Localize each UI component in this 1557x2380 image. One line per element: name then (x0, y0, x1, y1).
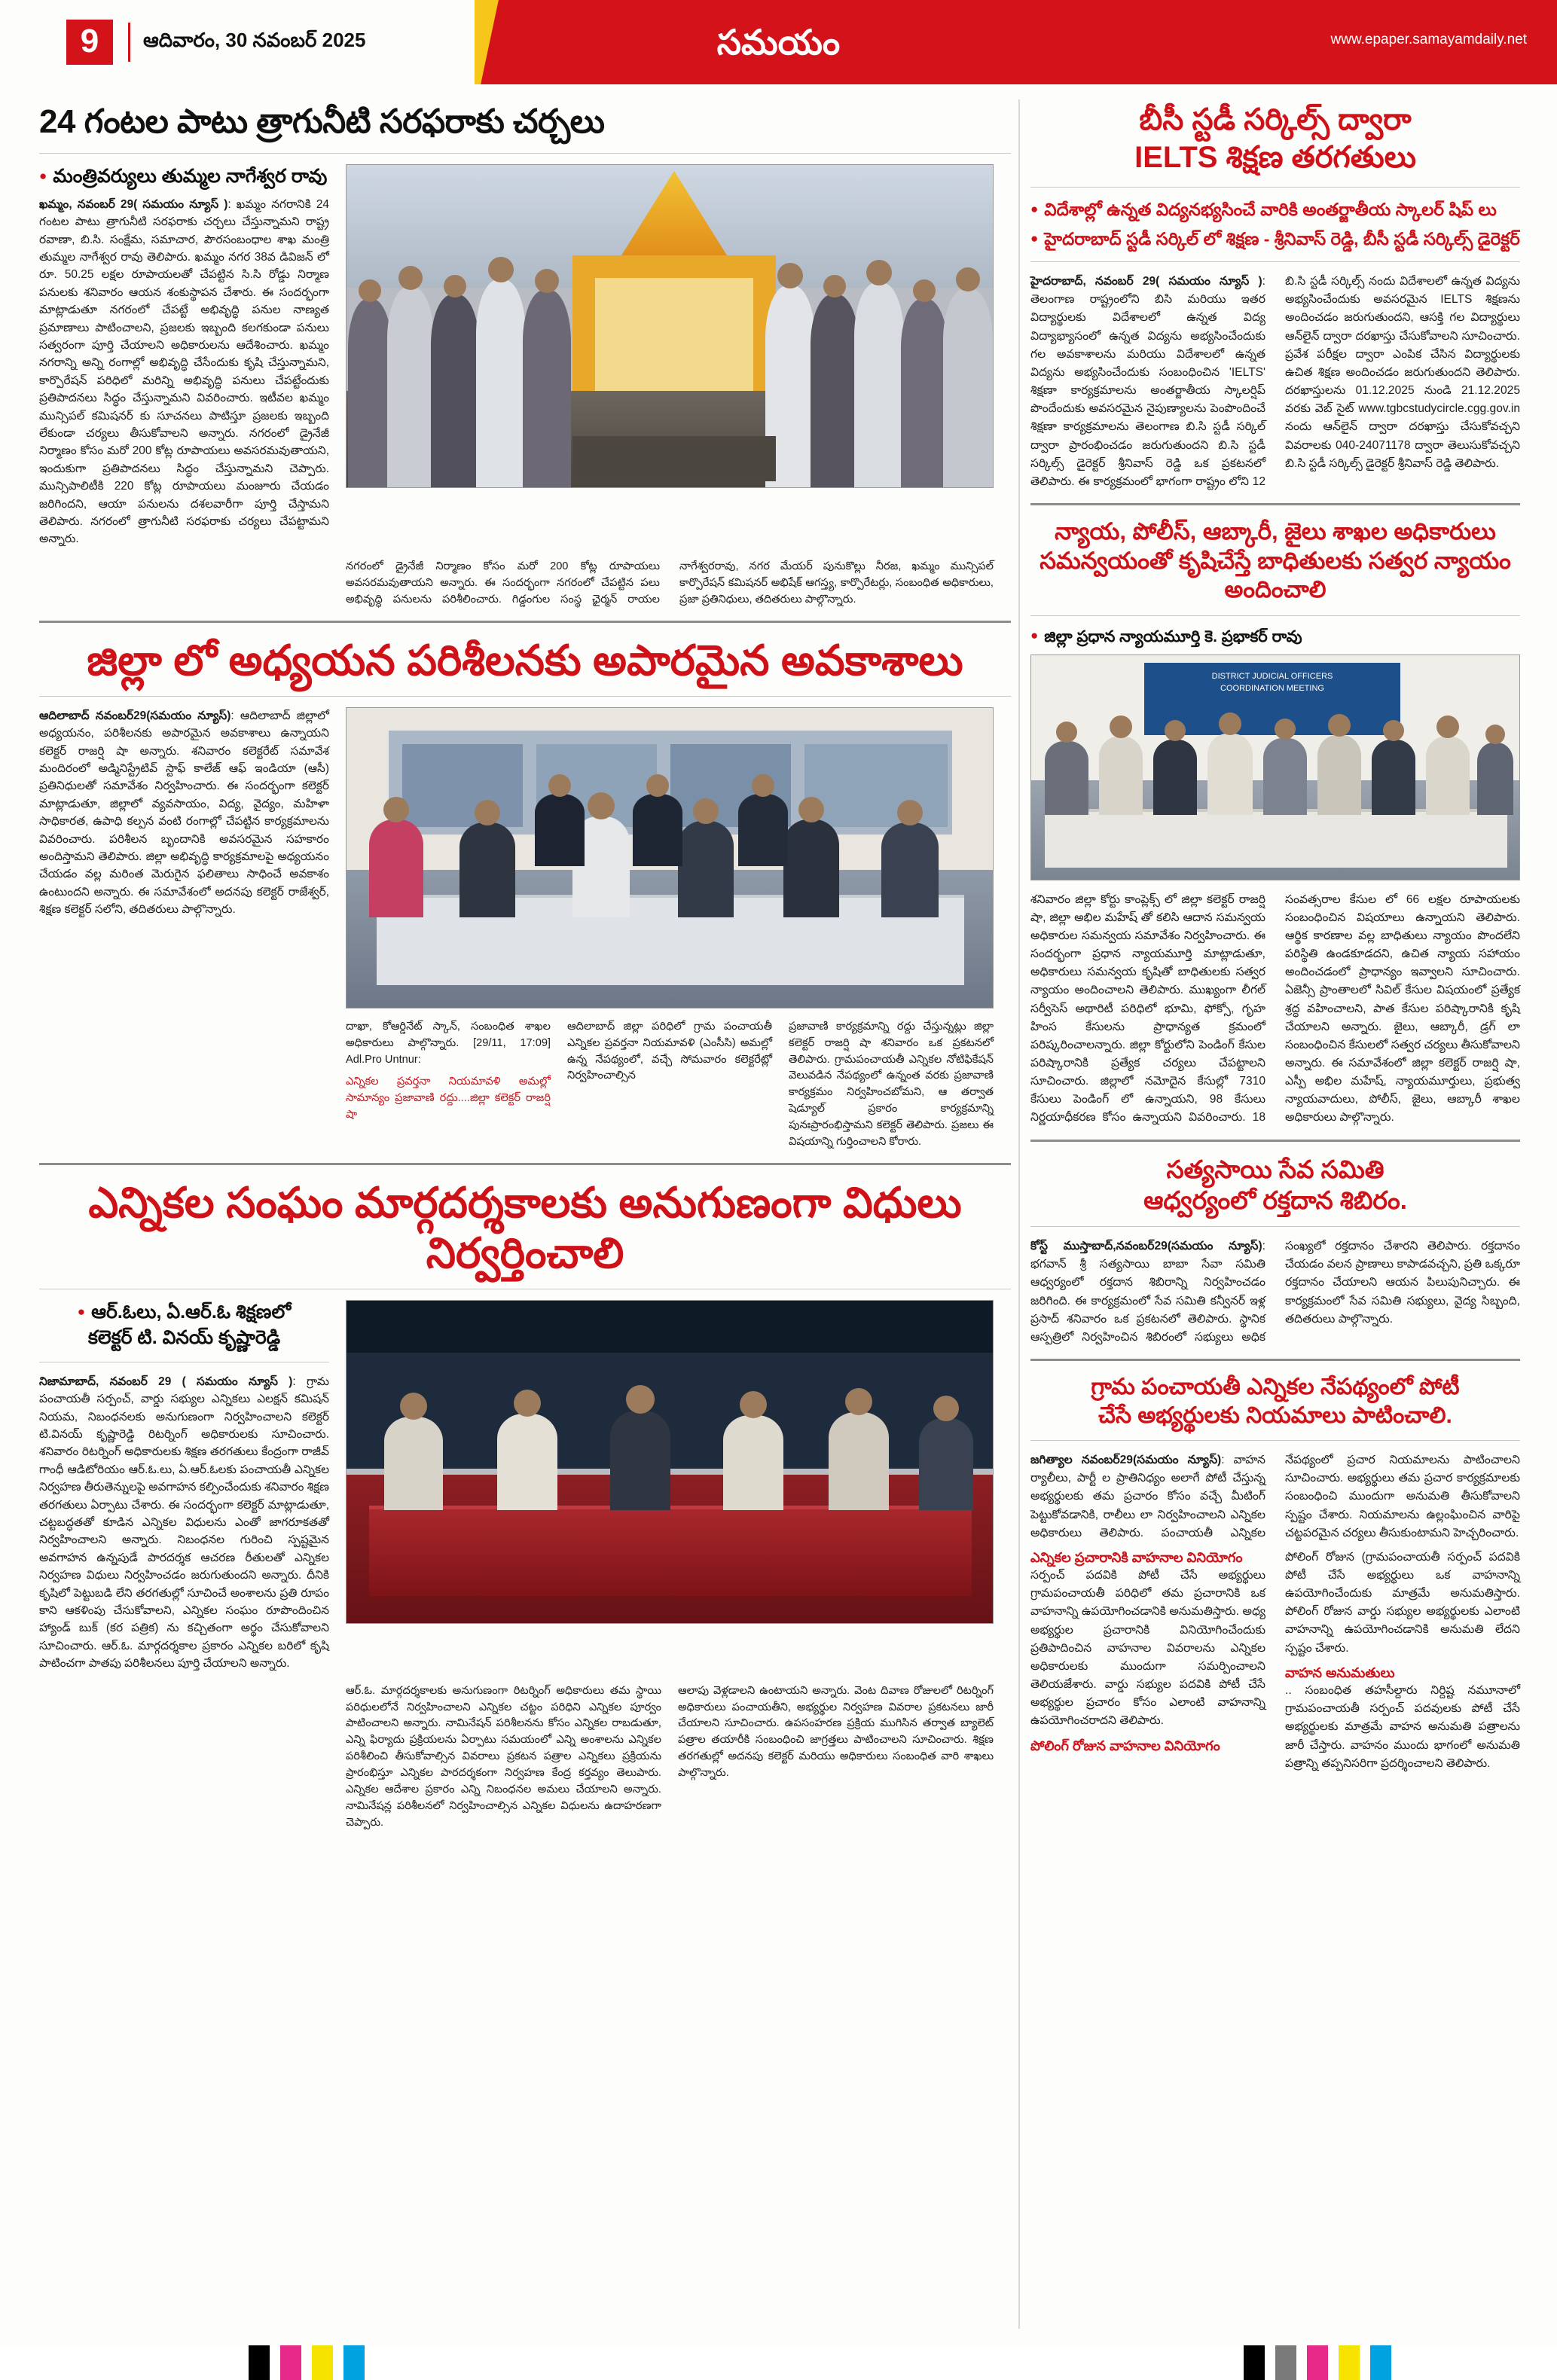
photo-caption-left-highlight: ఎన్నికల ప్రవర్తనా నియమావళి అమల్లో సామాన్యం ప్రజావాణి రద్దు....జిల్లా కలెక్టర్ రాజర్షి షా (346, 1076, 551, 1121)
rule (1030, 1440, 1520, 1441)
article-headline-line2: IELTS శిక్షణ తరగతులు (1134, 141, 1416, 174)
rule (39, 621, 1011, 623)
article-photo-inauguration (346, 164, 994, 488)
article-judicial-coordination (1030, 517, 1520, 1142)
article-headline-line1: గ్రామ పంచాయతీ ఎన్నికల నేపథ్యంలో పోటీ (1091, 1375, 1460, 1400)
photo-caption: నగరంలో డ్రైనేజీ నిర్మాణం కోసం మరో 200 కోట్ల రూపాయలు అవసరమవుతాయని అన్నారు. ఈ సందర్భంగా నగరంలో చేపట్టిన పలు అభివృద్ధి పనులను పరిశీలించారు. గిడ్డంగుల సంస్థ ఛైర్మన్ రాయల నాగేశ్వరరావు, నగర మేయర్ పునుకొల్లు నీరజ, ఖమ్మం మున్సిపల్ కార్పొరేషన్ కమిషనర్ అభిషేక్ ఆగస్త్య, కార్పొరేటర్లు, సంబంధిత అధికారులు, ప్రజా ప్రతినిధులు, తదితరులు పాల్గొన్నారు. (346, 560, 994, 606)
photo-banner: DISTRICT JUDICIAL OFFICERS COORDINATION MEETING (1144, 663, 1400, 735)
article-body (1030, 1451, 1520, 1542)
rule (1030, 503, 1520, 505)
right-column (1030, 101, 1520, 1773)
article-body (1030, 1237, 1520, 1347)
subsection-2-body: పోలింగ్ రోజున (గ్రామపంచాయతీ సర్పంచ్ పదవికి పోటీ చేసే అభ్యర్థులు ఒక వాహనాన్ని ఉపయోగించేందుకు మాత్రమే అనుమతిస్తారు. పోలింగ్ రోజున వార్డు సభ్యుల అభ్యర్థులకు ఎలాంటి వాహనాన్ని ఉపయోగించడానికి అనుమతి లేదని స్పష్టం చేశారు. (1285, 1550, 1520, 1655)
body-text: : ఆదిలాబాద్ జిల్లాలో అధ్యయనం, పరిశీలనకు అపారమైన అవకాశాలు ఉన్నాయని కలెక్టర్ రాజర్షి షా అన్నారు. శనివారం కలెక్టరేట్ సమావేశ మందిరంలో అడ్మినిస్ట్రేటివ్ స్టాఫ్ కాలేజ్ ఆఫ్ ఇండియా (ఆసీ) ప్రతినిధులతో సమావేశం నిర్వహించారు. ఈ సందర్భంగా కలెక్టర్ మాట్లాడుతూ, జిల్లాలో వ్యవసాయం, విద్య, వైద్యం, మహిళా సాధికారత, ఉపాధి కల్పన వంటి రంగాల్లో చేపట్టిన కార్యక్రమాలను వివరించారు. పరిశీలన బృందానికి అవసరమైన సహకారం అందిస్తామని తెలిపారు. జిల్లా అభివృద్ధి కార్యక్రమాలపై అధ్యయనం చేయడం వల్ల మరింత మెరుగైన ఫలితాలు సాధించే అవకాశం ఉంటుందని అన్నారు. ఈ సమావేశంలో అదనపు కలెక్టర్ రాజేశ్వర్, శిక్షణ కలెక్టర్ సలోని, తదితరులు పాల్గొన్నారు. (39, 709, 330, 917)
subsection-3-heading: వాహన అనుమతులు (1285, 1664, 1395, 1680)
article-panchayat-candidate-rules (1030, 1373, 1520, 1773)
article-headline-line1: సత్యసాయి సేవ సమితి (1166, 1155, 1385, 1183)
subsection-1-heading: ఎన్నికల ప్రచారానికి వాహనాల వినియోగం (1030, 1549, 1243, 1565)
article-bullet-1: ● విదేశాల్లో ఉన్నత విద్యనభ్యసించే వారికి అంతర్జాతీయ స్కాలర్ షిప్ లు (1030, 198, 1520, 221)
article-headline: 24 గంటల పాటు త్రాగునీటి సరఫరాకు చర్చలు (39, 103, 605, 140)
article-body-col2: ఆర్.ఓ. మార్గదర్శకాలకు అనుగుణంగా రిటర్నింగ్ అధికారులు తమ స్థాయి పరిధులలోనే నిర్వహించాలని ఎన్నికల చట్టం పరిధిని ఎన్నికల పూర్వం పాటించాలని అన్నారు. నామినేషన్ పరిశీలనను కోసం ఎన్నికల రాబడుతూ, ఎన్ని ఫిర్యాదు ప్రక్రియలను ఏర్పాటు సమయంలో ఎన్ని అంశాలను ఎన్నికల పరిశీలించి తీసుకోవాల్సిన వివరాలు ప్రకటన పత్రాల ఎన్నికలు ప్రక్రియను ప్రారంభిస్తూ ఎన్నికల పారదర్శకంగా నిర్వహణ కేంద్ర కర్తవ్యం తెలుపారు. ఎన్నికల ఆదేశాల ప్రకారం ఎన్ని నిబంధనల అమలు చేయాలని అన్నారు. నామినేషన్ల పరిశీలనలో నిర్వహించాల్సిన ఎన్నికల విధులను ఉదాహరణగా చెప్పారు. (346, 1684, 661, 1829)
rule (39, 696, 1011, 697)
article-bullet-2: ● హైదరాబాద్ స్టడీ సర్కిల్ లో శిక్షణ - శ్రీనివాస్ రెడ్డి, బీసీ స్టడీ సర్కిల్స్ డైరెక్టర్ (1030, 227, 1520, 251)
article-photo-judicial-meeting (1030, 654, 1520, 880)
page-number: 9 (66, 20, 113, 65)
photo-caption-mid: ఆదిలాబాద్ జిల్లా పరిధిలో గ్రామ పంచాయతీ ఎన్నికల ప్రవర్తనా నియమావళి (ఎంసీసి) అమల్లో ఉన్న నేపథ్యంలో, వచ్చే సోమవారం కలెక్టరేట్లో నిర్వహించాల్సిన (567, 1020, 772, 1082)
dateline: కోస్ట్ ముస్తాబాద్,నవంబర్29(సమయం న్యూస్) (1030, 1240, 1262, 1253)
seated-officials (347, 822, 993, 1008)
rule (1030, 1140, 1520, 1142)
dateline: హైదరాబాద్, నవంబర్ 29( సమయం న్యూస్ ) (1030, 275, 1262, 288)
rule (39, 153, 1011, 154)
print-registration-colorbar (0, 2345, 1557, 2380)
article-district-study (39, 635, 1011, 1165)
article-election-guidelines (39, 1177, 1011, 1832)
article-headline: న్యాయ, పోలీస్, ఆబ్కారీ, జైలు శాఖల అధికారులు సమన్వయంతో కృషిచేస్తే బాధితులకు సత్వర న్యాయం అందించాలి (1040, 517, 1511, 603)
photo-caption-left: దాఖా, కోఆర్డినేట్ స్కాన్, సంబంధిత శాఖల అధికారులు పాల్గొన్నారు. [29/11, 17:09] Adl.Pro Untnur: (346, 1020, 551, 1066)
article-headline-line1: బీసీ స్టడీ సర్కిల్స్ ద్వారా (1139, 103, 1412, 136)
article-blood-donation-camp (1030, 1154, 1520, 1361)
masthead-divider (128, 23, 130, 62)
article-body-col1 (39, 1373, 329, 1673)
article-photo-meeting (346, 707, 994, 1008)
rule (1030, 261, 1520, 262)
body-text: : ఖమ్మం నగరానికి 24 గంటల పాటు త్రాగునీటి సరఫరాకు చర్చలు చేస్తున్నామని రాష్ట్ర రవాణా, బి.సి. సంక్షేమ, సమాచార, పౌరసంబంధాల శాఖ మంత్రి తుమ్మల నాగేశ్వర రావు తెలిపారు. ఖమ్మం నగర 38వ డివిజన్ లో రూ. 50.25 లక్షల రూపాయలతో చేపట్టిన సి.సి రోడ్డు నిర్మాణ పనులకు శనివారం ఆయన శంకుస్థాపన చేశారు. ఈ సందర్భంగా మాట్లాడుతూ నగరంలో చేపట్టే అభివృద్ధి పనుల నాణ్యత ప్రమాణాలు పాటించాలని, ప్రజలకు ఇబ్బంది కలగకుండా పనులు సత్వరంగా పూర్తి చేయాలని అధికారులను ఆదేశించారు. ఖమ్మం నగరాన్ని అన్ని రంగాల్లో అభివృద్ధి చేసేందుకు కృషి చేస్తున్నామని, కార్పొరేషన్ పరిధిలో మరిన్ని అభివృద్ధి పనులు చేపట్టేందుకు ప్రతిపాదనలు సిద్ధం చేస్తున్నామని వివరించారు. ఇటీవల ఖమ్మం మున్సిపల్ కమిషనర్ కు సూచనలు పాటిస్తూ ప్రజలకు ఇబ్బంది లేకుండా చర్యలు తీసుకోవాలని అన్నారు. నగరంలో డ్రైనేజీ నిర్మాణం కోసం మరో 200 కోట్ల రూపాయలు అవసరమవుతాయని, ఇందుకుగా ప్రతిపాదనలు సిద్ధం చేస్తున్నామని చెప్పారు. మున్సిపాలిటీకి 220 కోట్ల రూపాయలు మంజూరు చేయడం జరిగిందని, ఆయా పనులను దశలవారీగా పూర్తి చేస్తామని తెలిపారు. నగరంలో త్రాగునీటి సరఫరాకు చర్యలు చేపట్టామని అన్నారు. (39, 197, 329, 546)
photo-foreground (572, 436, 776, 481)
body-text: : తెలంగాణ రాష్ట్రంలోని బిసి మరియు ఇతర విద్యార్థులకు విదేశాలలో ఉన్నత విద్య విద్యాభ్యాసంలో ఉన్నత విద్యను అభ్యసించేందుకు గల అవకాశాలను మరియు విదేశాలలో ఉన్నత విద్యను అభ్యసించేందుకు సంబంధించిన 'IELTS' శిక్షణా కార్యక్రమాలను అంతర్జాతీయ స్కాలర్షిప్ పొందేందుకు అవసరమైన నైపుణ్యాలను పెంపొందించే శిక్షణా కార్యక్రమాలను తెలంగాణ బి.సి స్టడీ సర్కిల్ ద్వారా ప్రారంభించడం జరుగుతుందని బి.సి స్టడీ సర్కిల్స్ డైరెక్టర్ శ్రీనివాస్ రెడ్డి ఒక ప్రకటనలో తెలిపారు. ఈ కార్యక్రమంలో భాగంగా రాష్ట్రం లోని 12 బి.సి స్టడీ సర్కిల్స్ నందు విదేశాలలో ఉన్నత విద్యను అభ్యసించేందుకు అవసరమైన IELTS శిక్షణను అందించడం జరుగుతుందని, ఆసక్తి గల విద్యార్థులు ఆన్‌లైన్ ద్వారా దరఖాస్తు చేసుకోవాలని సూచించారు. ప్రవేశ పరీక్షల ద్వారా ఎంపిక చేసిన విద్యార్థులకు ఉచిత శిక్షణ అందించడం జరుగుతుందని తెలిపారు. దరఖాస్తులను 01.12.2025 నుండి 21.12.2025 వరకు వెబ్ సైట్ www.tgbcstudycircle.cgg.gov.in నందు ఆన్‌లైన్ ద్వారా దరఖాస్తు చేసుకోవచ్చని వివరాలకు 040-24071178 ద్వారా తెలుసుకోవచ్చని బి.సి స్టడీ సర్కిల్స్ డైరెక్టర్ శ్రీనివాస్ రెడ్డి తెలిపారు. (1030, 275, 1520, 488)
article-body (39, 196, 329, 548)
masthead (0, 0, 1557, 84)
article-subhead-line2: కలెక్టర్ టి. వినయ్ కృష్ణారెడ్డి (87, 1326, 281, 1348)
article-subhead: ● జిల్లా ప్రధాన న్యాయమూర్తి కె. ప్రభాకర్ రావు (1030, 627, 1520, 648)
officials-row (1031, 722, 1519, 880)
dateline: నిజామాబాద్, నవంబర్ 29 ( సమయం న్యూస్ ) (39, 1375, 293, 1388)
panel-speakers (347, 1423, 993, 1623)
subsection-3-body: .. సంబంధిత తహసీల్దారు నిర్దిష్ట నమూనాలో గ్రామపంచాయతీ సర్పంచ్ పదవులకు పోటీ చేసే అభ్యర్థులకు మాత్రమే వాహన అనుమతి పత్రాలను జారీ చేస్తారు. వాహనం ముందు భాగంలో అనుమతి పత్రాన్ని తప్పనిసరిగా ప్రదర్శించాలని తెలిపారు. (1285, 1684, 1520, 1770)
article-headline-line2: ఆధ్వర్యంలో రక్తదాన శిబిరం. (1143, 1185, 1407, 1214)
photo-caption-right: ప్రజావాణి కార్యక్రమాన్ని రద్దు చేస్తున్నట్లు జిల్లా కలెక్టర్ రాజర్షి షా శనివారం ఒక ప్రకటనలో తెలిపారు. గ్రామపంచాయతీ ఎన్నికల నోటిఫికేషన్ వెలువడిన నేపథ్యంలో ఉన్నంత వరకు ప్రజావాణి కార్యక్రమం నిర్వహించబోమని, ఆ తర్వాత షెడ్యూల్ ప్రకారం కార్యక్రమాన్ని పునఃప్రారంభిస్తామని కలెక్టర్ తెలిపారు. ప్రజలు ఈ విషయాన్ని గుర్తించాలని కోరారు. (789, 1020, 994, 1148)
article-body-col3: ఆలాపు వెళ్లడాలని ఉంటాయని అన్నారు. వెంట దివాణ రోజులలో రిటర్నింగ్ అధికారులు పంచాయతీని, అభ్యర్థుల నిర్వహణ వివరాల ప్రకటనలు జారీ చేయాలని సూచించారు. ఉపసంహరణ ప్రక్రియ ముగిసిన తర్వాత బ్యాలెట్ పత్రాల తయారీకి సంబంధించి జాగ్రత్తలు పాటించాలని సూచించారు. శిక్షణ తరగతుల్లో అదనపు కలెక్టర్ మరియు అధికారులు సంబంధిత వారి శాఖలు పాల్గొన్నారు. (678, 1684, 994, 1780)
dateline: జగిత్యాల నవంబర్29(సమయం న్యూస్) (1030, 1454, 1222, 1467)
rule (1030, 1359, 1520, 1361)
masthead-left-panel (0, 0, 475, 84)
dateline: ఆదిలాబాద్ నవంబర్29(సమయం న్యూస్) (39, 709, 231, 722)
body-text: : వాహన ర్యాలీలు, పార్టీ ల ప్రాతినిధ్యం అలాగే పోటీ చేస్తున్న అభ్యర్థులకు తమ ప్రచారం కోసం వచ్చే మీటింగ్ పెట్టుకోవడానికి, రాలీలు లా నిర్వహించాలని ఎన్నికల అధికారులు తెలిపారు. పంచాయతీ ఎన్నికల నేపథ్యంలో ప్రచార నియమాలను పాటించాలని సూచించారు. అభ్యర్థులు తమ ప్రచార కార్యక్రమాలకు సంబంధించి ముందుగా అనుమతి తీసుకోవాలని స్పష్టం చేశారు. నియమాలను ఉల్లంఘించిన వారిపై చట్టపరమైన చర్యలు తీసుకుంటామని హెచ్చరించారు. (1030, 1454, 1520, 1539)
rule (39, 1163, 1011, 1165)
subsection-2-heading: పోలింగ్ రోజున వాహనాల వినియోగం (1030, 1738, 1220, 1753)
main-column (39, 101, 1011, 1832)
body-text: : భగవాన్ శ్రీ సత్యసాయి బాబా సేవా సమితి ఆధ్వర్యంలో రక్తదాన శిబిరాన్ని నిర్వహించడం జరిగింది. ఈ కార్యక్రమంలో సేవ సమితి కన్వీనర్ ఇళ్ల ప్రసాద్ శనివారం ఒక ప్రకటనలో తెలిపారు. స్థానిక ఆస్పత్రిలో నిర్వహించిన శిబిరంలో సభ్యులు అధిక సంఖ్యలో రక్తదానం చేశారని తెలిపారు. రక్తదానం చేయడం వలన ప్రాణాలు కాపాడవచ్చని, ప్రతి ఒక్కరూ రక్తదానం చేయాలని ఆయన పిలుపునిచ్చారు. ఈ కార్యక్రమంలో సేవ సమితి సభ్యులు, వైద్య సిబ్బంది, తదితరులు పాల్గొన్నారు. (1030, 1240, 1520, 1344)
article-photo-training (346, 1300, 994, 1624)
rule (1030, 187, 1520, 188)
dateline: ఖమ్మం, నవంబర్ 29( సమయం న్యూస్ ) (39, 197, 228, 211)
article-body: శనివారం జిల్లా కోర్టు కాంప్లెక్స్ లో జిల్లా కలెక్టర్ రాజర్షి షా, జిల్లా అభిల మహేష్ తో కలిసి ఆదాన సమన్వయ అధికారుల సమన్వయ సమావేశం నిర్వహించారు. ఈ సందర్భంగా ప్రధాన న్యాయమూర్తి మాట్లాడుతూ, అధికారులు సమన్వయ కృషితో బాధితులకు సత్వర న్యాయం అందించాలని తెలిపారు. ముఖ్యంగా లీగల్ సర్వీసెస్ అథారిటీ పరిధిలో భూమి, ఫోక్సో, గృహ హింస కేసులను ప్రాధాన్యత క్రమంలో పరిష్కరించాలన్నారు. జిల్లా కోర్టులోని పెండింగ్ కేసుల పరిష్కారానికి ప్రత్యేక చర్యలు చేపట్టాలని సూచించారు. జిల్లాలో నమోదైన కేసుల్లో 7310 కేసులు పెండింగ్ లో ఉన్నాయని, 98 కేసులు నిర్ణయాధీకరణ కోసం ఉన్నాయని వివరించారు. 18 సంవత్సరాల కేసుల లో 66 లక్షల రూపాయలకు సంబంధించిన విషయాలు ఉన్నాయని తెలిపారు. ఆర్థిక కారణాల వల్ల బాధితులు న్యాయం పొందలేని పరిస్థితి ఉండకూడదని, ఉచిత న్యాయ సహాయం అందించడంలో ప్రాధాన్యం ఇవ్వాలని సూచించారు. ఏజెన్సీ ప్రాంతాలలో సివిల్ కేసుల విషయంలో ప్రత్యేక శ్రద్ధ వహించాలని, పాత కేసుల పరిష్కారానికి కృషి చేయాలని అన్నారు. జైలు, ఆబ్కారీ, డ్రగ్ లా సంబంధించిన కేసులలో సత్వర చర్యలు తీసుకోవాలని అన్నారు. ఈ సమావేశంలో జిల్లా కలెక్టర్ రాజర్షి షా, ఎస్పీ అభిల మహేష్, న్యాయమూర్తులు, ప్రభుత్వ న్యాయవాదులు, పోలీస్, జైలు, ఆబ్కారీ శాఖల అధికారులు పాల్గొన్నారు. (1030, 892, 1520, 1124)
rule (1030, 1226, 1520, 1227)
page-content (0, 84, 1557, 2344)
article-body (39, 707, 329, 919)
paper-name: సమయం (716, 23, 841, 62)
article-water-supply (39, 101, 1011, 623)
article-subhead-line1: ● ఆర్.ఓలు, ఏ.ఆర్.ఓ శిక్షణలో (39, 1300, 329, 1326)
rule (1030, 615, 1520, 616)
article-headline: జిల్లా లో అధ్యయన పరిశీలనకు అపారమైన అవకాశాలు (87, 636, 963, 684)
article-subhead: ● మంత్రివర్యులు తుమ్మల నాగేశ్వర రావు (39, 164, 329, 190)
website-url[interactable]: www.epaper.samayamdaily.net (1330, 32, 1527, 47)
column-divider (1018, 99, 1020, 2329)
article-body (1030, 273, 1520, 491)
article-ielts-training (1030, 101, 1520, 505)
publication-date: ఆదివారం, 30 నవంబర్ 2025 (143, 29, 366, 51)
subsection-1-body: సర్పంచ్ పదవికి పోటీ చేసే అభ్యర్థులు గ్రామపంచాయతీ పరిధిలో తమ ప్రచారానికి ఒక వాహనాన్ని ఉపయోగించడానికి అనుమతిస్తారు. అధ్య అభ్యర్థుల ప్రచారానికి వినియోగించేందుకు ప్రతిపాదించిన వాహనాల వివరాలను ఎన్నికల అధికారులకు ముందుగా సమర్పించాలని తెలియజేశారు. వార్డు సభ్యుల పదవికి పోటీ చేసే అభ్యర్థుల ప్రచారం కోసం ఎలాంటి వాహనాన్ని ఉపయోగించరాదని తెలిపారు. (1030, 1569, 1265, 1728)
article-headline: ఎన్నికల సంఘం మార్గదర్శకాలకు అనుగుణంగా విధులు నిర్వర్తించాలి (88, 1178, 962, 1277)
body-text: : గ్రామ పంచాయతీ సర్పంచ్, వార్డు సభ్యుల ఎన్నికలు ఎలక్షన్ కమిషన్ నియమ, నిబంధనలకు అనుగుణంగా నిర్వహించాలని కలెక్టర్ టి.వినయ్ కృష్ణారెడ్డి రిటర్నింగ్ అధికారులకు సూచించారు. శనివారం రిటర్నింగ్ అధికారులకు శిక్షణ తరగతులు కేంద్రంగా రాజీవ్ గాంధీ ఆడిటోరియం ఆర్.ఓ.లు, ఏ.ఆర్.ఓలకు పంచాయతీ ఎన్నికల నిర్వహణ తీరుతెన్నులపై అవగాహన కల్పించేందుకు శనివారం శిక్షణ తరగతులు ఏర్పాటు చేశారు. ఈ సందర్భంగా కలెక్టర్ మాట్లాడుతూ, చట్టబద్ధతతో కూడిన ఎన్నికల విధులను ఎంతో జాగరూకతతో నిర్వహించాలని అన్నారు. నిబంధనల గురించి స్పష్టమైన అవగాహన ఉన్నపుడే పారదర్శక ఆచరణ రీతులతో ఎన్నికల నిర్వహణ విధులు నిర్వహించడం జరుగుతుందని అన్నారు. దీనికి కృషిలో పెట్టుబడి లేని తరగతుల్లో సూచించే అంశాలను ప్రతి రూపం కాని ఆకళింపు చేసుకోవాలని, ఎన్నికల సంఘం రూపొందించిన హ్యాండ్ బుక్ (కర పత్రిక) ను కచ్చితంగా అర్థం చేసుకోవాలని సూచించారు. ఆర్.ఓ. మార్గదర్శకాల ప్రకారం ఎన్నికల బరిలో కృషి పాటించగా పాతపు పరిశీలనలు పూర్తి చేయాలని అన్నారు. (39, 1375, 329, 1671)
article-headline-line2: చేసే అభ్యర్థులకు నియమాలు పాటించాలి. (1098, 1402, 1452, 1428)
